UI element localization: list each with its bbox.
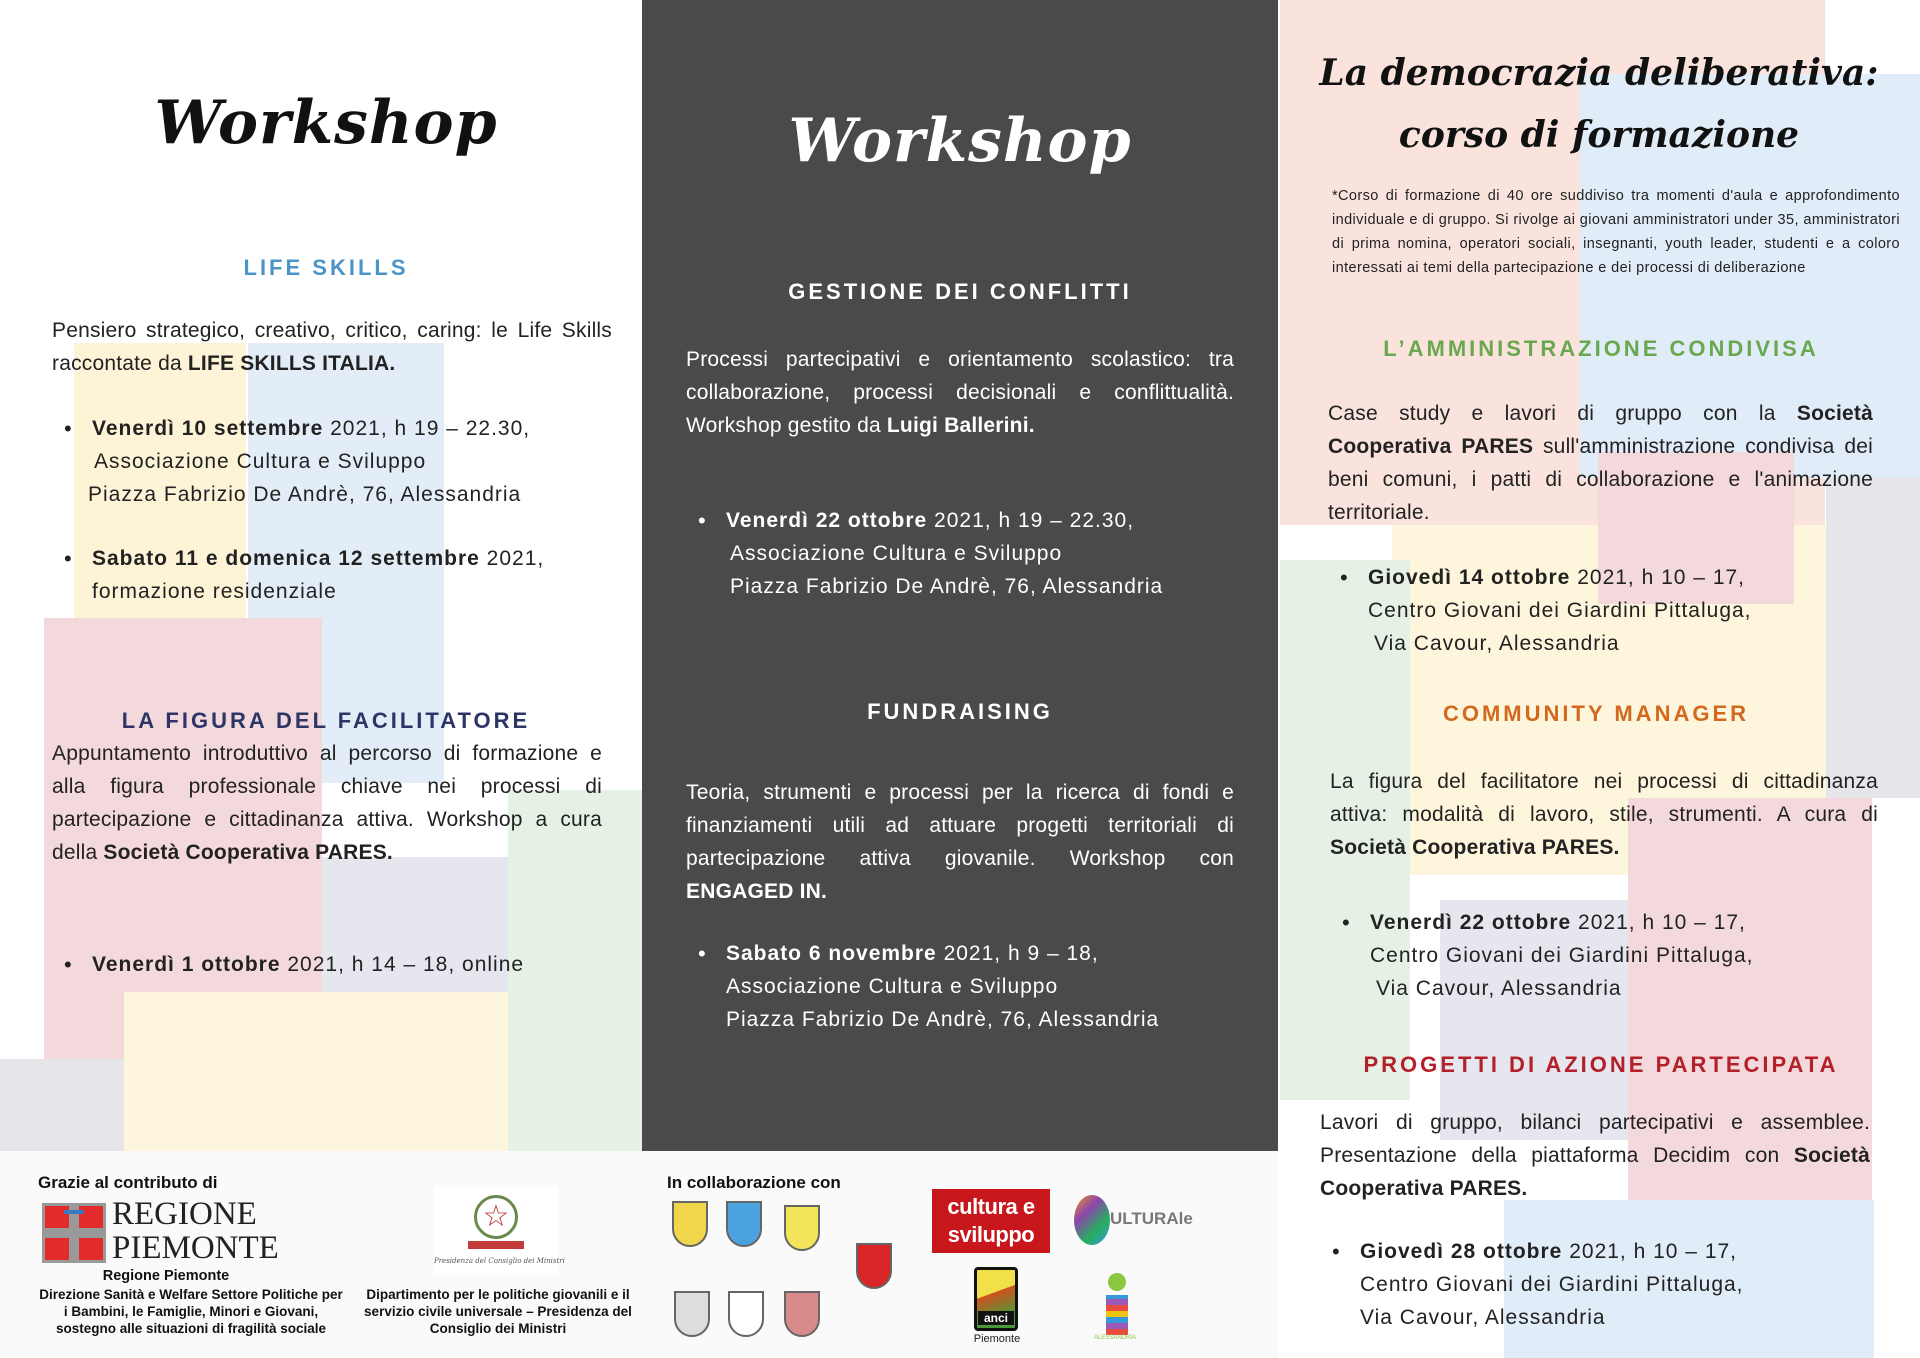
- course-title-line2: corso di formazione: [1398, 114, 1800, 156]
- event-venue: formazione residenziale: [92, 580, 337, 603]
- section-heading-fundraising: FUNDRAISING: [867, 699, 1053, 724]
- event-bullet: [52, 542, 602, 608]
- crest-icon: [784, 1205, 820, 1251]
- event-venue: Centro Giovani dei Giardini Pittaluga,: [1368, 599, 1752, 622]
- text-bold: Società Cooperativa PARES.: [1320, 1144, 1870, 1200]
- text-bold: Società Cooperativa PARES.: [103, 841, 393, 864]
- workshop-title: Workshop: [154, 88, 498, 158]
- anci-piemonte-logo: [972, 1267, 1022, 1347]
- informagiovani-logo: [1094, 1273, 1150, 1345]
- regione-name: Regione Piemonte: [102, 1268, 230, 1284]
- event-date: Venerdì 1 ottobre: [92, 953, 281, 976]
- event-bullet: [1328, 561, 1908, 660]
- culturale-logo: [1074, 1191, 1204, 1251]
- community-description: [1330, 765, 1878, 864]
- event-date: Venerdì 10 settembre: [92, 417, 324, 440]
- event-time: 2021, h 14 – 18, online: [280, 953, 525, 976]
- event-time: 2021, h 19 – 22.30,: [927, 509, 1135, 532]
- cultura-e-sviluppo-logo: [932, 1189, 1050, 1253]
- logo-text: sviluppo: [947, 1222, 1035, 1247]
- logo-text: Piemonte: [973, 1333, 1021, 1345]
- text: Appuntamento introduttivo al percorso di formazione e alla figura professionale chiave nei processi di partecipazione e cittadinanza attiva. Workshop a cura della: [52, 742, 602, 864]
- regione-description: Direzione Sanità e Welfare Settore Politiche per i Bambini, le Famiglie, Minori e Giovani, sostegno alle situazioni di fragilità sociale: [39, 1287, 343, 1336]
- text-bold: Società Cooperativa PARES: [1328, 402, 1873, 458]
- text: sull'amministrazione condivisa dei beni comuni, i patti di collaborazione e l'animazione territoriale.: [1328, 435, 1873, 524]
- event-bullet: [1320, 1235, 1900, 1334]
- event-bullet: [52, 412, 612, 511]
- fundraising-description: [686, 776, 1234, 908]
- section-heading-progetti: PROGETTI DI AZIONE PARTECIPATA: [1363, 1052, 1839, 1077]
- crest-icon: [674, 1291, 710, 1337]
- event-date: Giovedì 28 ottobre: [1360, 1240, 1563, 1263]
- event-date: Sabato 11 e domenica 12 settembre: [92, 547, 480, 570]
- event-address: Via Cavour, Alessandria: [1360, 1306, 1606, 1329]
- event-time: 2021,: [479, 547, 545, 570]
- event-date: Giovedì 14 ottobre: [1368, 566, 1571, 589]
- event-venue: Associazione Cultura e Sviluppo: [730, 542, 1063, 565]
- section-heading-life-skills: LIFE SKILLS: [243, 255, 409, 280]
- section-heading-community: COMMUNITY MANAGER: [1442, 701, 1750, 726]
- event-bullet: [1330, 906, 1910, 1005]
- event-time: 2021, h 10 – 17,: [1571, 911, 1746, 934]
- logo-text: PIEMONTE: [112, 1230, 279, 1266]
- event-address: Piazza Fabrizio De Andrè, 76, Alessandria: [730, 575, 1164, 598]
- course-note: *Corso di formazione di 40 ore suddiviso tra momenti d'aula e approfondimento individuale e di gruppo. Si rivolge ai giovani amministratori under 35, amministratori di prima nomina, operatori sociali, insegnanti, youth leader, studenti e a coloro interessati ai temi della partecipazione e dei processi di deliberazione: [1332, 188, 1900, 276]
- text: Processi partecipativi e orientamento scolastico: tra collaborazione, processi decisionali e conflittualità. Workshop gestito da: [686, 348, 1234, 437]
- event-address: Via Cavour, Alessandria: [1374, 632, 1620, 655]
- text-bold: LIFE SKILLS ITALIA.: [187, 352, 396, 375]
- text: Case study e lavori di gruppo con la: [1328, 402, 1797, 425]
- middle-column: [642, 0, 1278, 1151]
- event-time: 2021, h 9 – 18,: [936, 942, 1099, 965]
- section-heading-facilitatore: LA FIGURA DEL FACILITATORE: [121, 708, 531, 733]
- life-skills-description: [52, 314, 612, 380]
- text-bold: Società Cooperativa PARES.: [1330, 836, 1620, 859]
- logo-text: anci: [978, 1311, 1014, 1325]
- text: Pensiero strategico, creativo, critico, caring: le Life Skills raccontate da: [52, 319, 612, 375]
- crest-icon: [726, 1201, 762, 1247]
- logo-text: REGIONE: [112, 1196, 257, 1232]
- section-heading-conflitti: GESTIONE DEI CONFLITTI: [788, 279, 1132, 304]
- event-date: Sabato 6 novembre: [726, 942, 937, 965]
- conflitti-description: [686, 343, 1234, 442]
- text-bold: ENGAGED IN.: [686, 880, 828, 903]
- event-address: Piazza Fabrizio De Andrè, 76, Alessandria: [88, 483, 522, 506]
- event-bullet: [686, 504, 1266, 603]
- logo-text: ULTURAle: [1110, 1209, 1193, 1228]
- text: Teoria, strumenti e processi per la ricerca di fondi e finanziamenti utili ad attuare progetti territoriali di partecipazione attiva giovanile. Workshop con: [686, 781, 1234, 870]
- event-venue: Centro Giovani dei Giardini Pittaluga,: [1370, 944, 1754, 967]
- workshop-title: Workshop: [788, 106, 1132, 176]
- event-date: Venerdì 22 ottobre: [1370, 911, 1572, 934]
- event-bullet: [52, 948, 612, 981]
- contrib-label: Grazie al contributo di: [38, 1173, 218, 1192]
- section-heading-amministrazione: L’AMMINISTRAZIONE CONDIVISA: [1383, 336, 1819, 361]
- crest-icon: [856, 1243, 892, 1289]
- course-title-line1: La democrazia deliberativa:: [1319, 52, 1879, 94]
- regione-piemonte-logo: [42, 1196, 279, 1267]
- event-bullet: [686, 937, 1266, 1036]
- logo-text: cultura e: [947, 1194, 1035, 1219]
- collab-label: In collaborazione con: [667, 1173, 841, 1192]
- event-venue: Associazione Cultura e Sviluppo: [94, 450, 427, 473]
- crest-icon: [728, 1291, 764, 1337]
- event-address: Piazza Fabrizio De Andrè, 76, Alessandria: [726, 1008, 1160, 1031]
- event-date: Venerdì 22 ottobre: [726, 509, 928, 532]
- crest-icon: [784, 1291, 820, 1337]
- facilitatore-description: [52, 737, 602, 869]
- crest-icon: [672, 1201, 708, 1247]
- event-time: 2021, h 19 – 22.30,: [323, 417, 531, 440]
- event-venue: Associazione Cultura e Sviluppo: [726, 975, 1059, 998]
- presidenza-emblem: ☆ Presidenza del Consiglio dei Ministri: [434, 1187, 558, 1275]
- text: Lavori di gruppo, bilanci partecipativi e assemblee. Presentazione della piattaforma Decidim con: [1320, 1111, 1870, 1167]
- text: La figura del facilitatore nei processi di cittadinanza attiva: modalità di lavoro, stile, strumenti. A cura di: [1330, 770, 1878, 826]
- event-venue: Centro Giovani dei Giardini Pittaluga,: [1360, 1273, 1744, 1296]
- event-address: Via Cavour, Alessandria: [1376, 977, 1622, 1000]
- event-time: 2021, h 10 – 17,: [1562, 1240, 1738, 1263]
- progetti-description: [1320, 1106, 1870, 1205]
- event-time: 2021, h 10 – 17,: [1570, 566, 1746, 589]
- presidenza-description: Dipartimento per le politiche giovanili e il servizio civile universale – Presidenza del Consiglio dei Ministri: [364, 1287, 632, 1336]
- amministrazione-description: [1328, 397, 1873, 529]
- right-column: [1278, 0, 1920, 1358]
- left-column: [0, 0, 642, 1151]
- logo-text: ALESSANDRIA: [1094, 1335, 1137, 1341]
- footer-sponsors: [0, 1151, 1278, 1358]
- text-bold: Luigi Ballerini.: [886, 414, 1035, 437]
- emblem-caption: Presidenza del Consiglio dei Ministri: [434, 1257, 565, 1265]
